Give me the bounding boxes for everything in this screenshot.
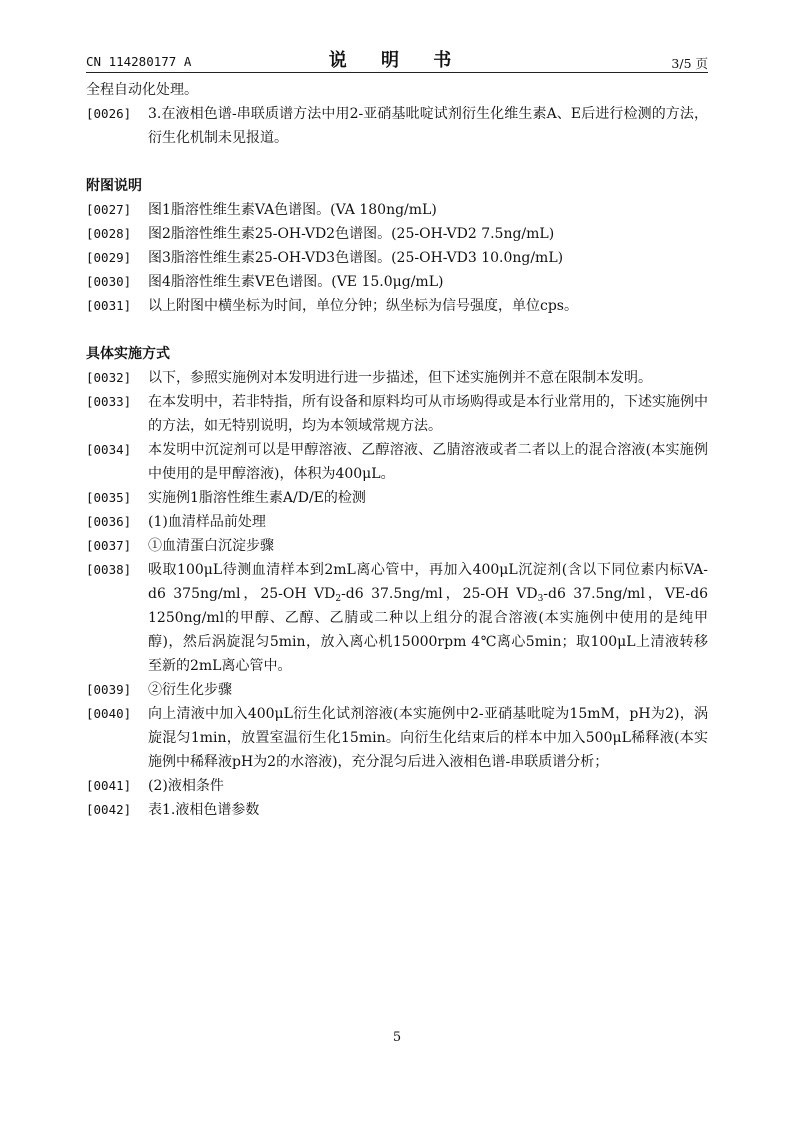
paragraph-0038	[86, 558, 708, 678]
document-title: 说 明 书	[328, 50, 466, 71]
paragraph-text: ①血清蛋白沉淀步骤	[148, 538, 274, 554]
document-body	[86, 78, 708, 822]
paragraph-number: [0029]	[86, 250, 132, 265]
paragraph-0034	[86, 438, 708, 486]
paragraph-number: [0032]	[86, 370, 132, 385]
paragraph-0042	[86, 798, 708, 822]
paragraph-text: 本发明中沉淀剂可以是甲醇溶液、乙醇溶液、乙腈溶液或者二者以上的混合溶液(本实施例中使用的是甲醇溶液)，体积为400μL。	[148, 442, 708, 482]
paragraph-0026	[86, 102, 708, 150]
text-segment: -d6 37.5ng/ml，VE-d6 1250ng/ml的甲醇、乙醇、乙腈或二种以上组分的混合溶液(本实施例中使用的是纯甲醇)，然后涡旋混匀5min，放入离心机15000rpm 4℃离心5min；取100μL上清液转移至新的2mL离心管中。	[148, 586, 709, 674]
text-segment: -d6 37.5ng/ml，25-OH VD	[341, 586, 538, 602]
patent-number: CN 114280177 A	[86, 54, 192, 69]
page-header	[86, 42, 708, 72]
paragraph-number: [0041]	[86, 778, 132, 793]
paragraph-number: [0028]	[86, 226, 132, 241]
paragraph-0029	[86, 246, 708, 270]
paragraph-0039	[86, 678, 708, 702]
paragraph-text: (1)血清样品前处理	[148, 514, 266, 530]
paragraph-0030	[86, 270, 708, 294]
paragraph-number: [0030]	[86, 274, 132, 289]
paragraph-number: [0033]	[86, 394, 132, 409]
subscript: 3	[537, 594, 544, 604]
paragraph-0032	[86, 366, 708, 390]
paragraph-text: ②衍生化步骤	[148, 682, 232, 698]
paragraph-text: 在本发明中，若非特指，所有设备和原料均可从市场购得或是本行业常用的，下述实施例中的方法，如无特别说明，均为本领域常规方法。	[148, 394, 708, 434]
paragraph-0033	[86, 390, 708, 438]
paragraph-text: 向上清液中加入400μL衍生化试剂溶液(本实施例中2-亚硝基吡啶为15mM，pH为2)，涡旋混匀1min，放置室温衍生化15min。向衍生化结束后的样本中加入500μL稀释液(本实施例中稀释液pH为2的水溶液)，充分混匀后进入液相色谱-串联质谱分析；	[148, 706, 708, 770]
paragraph-text	[148, 558, 708, 678]
paragraph-number: [0035]	[86, 490, 132, 505]
paragraph-number: [0037]	[86, 538, 132, 553]
page-number: 5	[392, 1030, 402, 1045]
paragraph-text: 图1脂溶性维生素VA色谱图。(VA 180ng/mL)	[148, 202, 437, 218]
text-segment: 吸取100μL待测血清样本到2mL离心管中，再加入400μL沉淀剂(含以下同位素内标VA-d6 375ng/ml，25-OH VD	[148, 562, 708, 602]
paragraph-0027	[86, 198, 708, 222]
paragraph-0031	[86, 294, 708, 318]
paragraph-0037	[86, 534, 708, 558]
paragraph-number: [0038]	[86, 562, 132, 577]
paragraph-number: [0036]	[86, 514, 132, 529]
paragraph-text: 表1.液相色谱参数	[148, 802, 260, 818]
paragraph-0028	[86, 222, 708, 246]
paragraph-text: 实施例1脂溶性维生素A/D/E的检测	[148, 490, 366, 506]
paragraph-text: 图2脂溶性维生素25-OH-VD2色谱图。(25-OH-VD2 7.5ng/mL)	[148, 226, 555, 242]
paragraph-number: [0027]	[86, 202, 132, 217]
paragraph-text: (2)液相条件	[148, 778, 224, 794]
paragraph-0035	[86, 486, 708, 510]
subscript: 2	[335, 594, 342, 604]
paragraph-text: 以下，参照实施例对本发明进行进一步描述，但下述实施例并不意在限制本发明。	[148, 370, 652, 386]
paragraph-0041	[86, 774, 708, 798]
paragraph-number: [0039]	[86, 682, 132, 697]
section-heading-figures: 附图说明	[86, 178, 142, 194]
paragraph-0040	[86, 702, 708, 774]
paragraph-text: 3.在液相色谱-串联质谱方法中用2-亚硝基吡啶试剂衍生化维生素A、E后进行检测的方法，衍生化机制未见报道。	[148, 106, 708, 146]
paragraph-0036	[86, 510, 708, 534]
page-indicator: 3/5 页	[671, 56, 708, 71]
continued-line: 全程自动化处理。	[86, 82, 198, 98]
paragraph-text: 以上附图中横坐标为时间，单位分钟；纵坐标为信号强度，单位cps。	[148, 298, 578, 314]
paragraph-text: 图3脂溶性维生素25-OH-VD3色谱图。(25-OH-VD3 10.0ng/mL)	[148, 250, 564, 266]
paragraph-number: [0031]	[86, 298, 132, 313]
paragraph-number: [0040]	[86, 706, 132, 721]
section-heading-implementation: 具体实施方式	[86, 346, 170, 362]
paragraph-number: [0026]	[86, 106, 132, 121]
paragraph-number: [0042]	[86, 802, 132, 817]
header-divider	[86, 72, 708, 73]
paragraph-number: [0034]	[86, 442, 132, 457]
paragraph-text: 图4脂溶性维生素VE色谱图。(VE 15.0μg/mL)	[148, 274, 444, 290]
